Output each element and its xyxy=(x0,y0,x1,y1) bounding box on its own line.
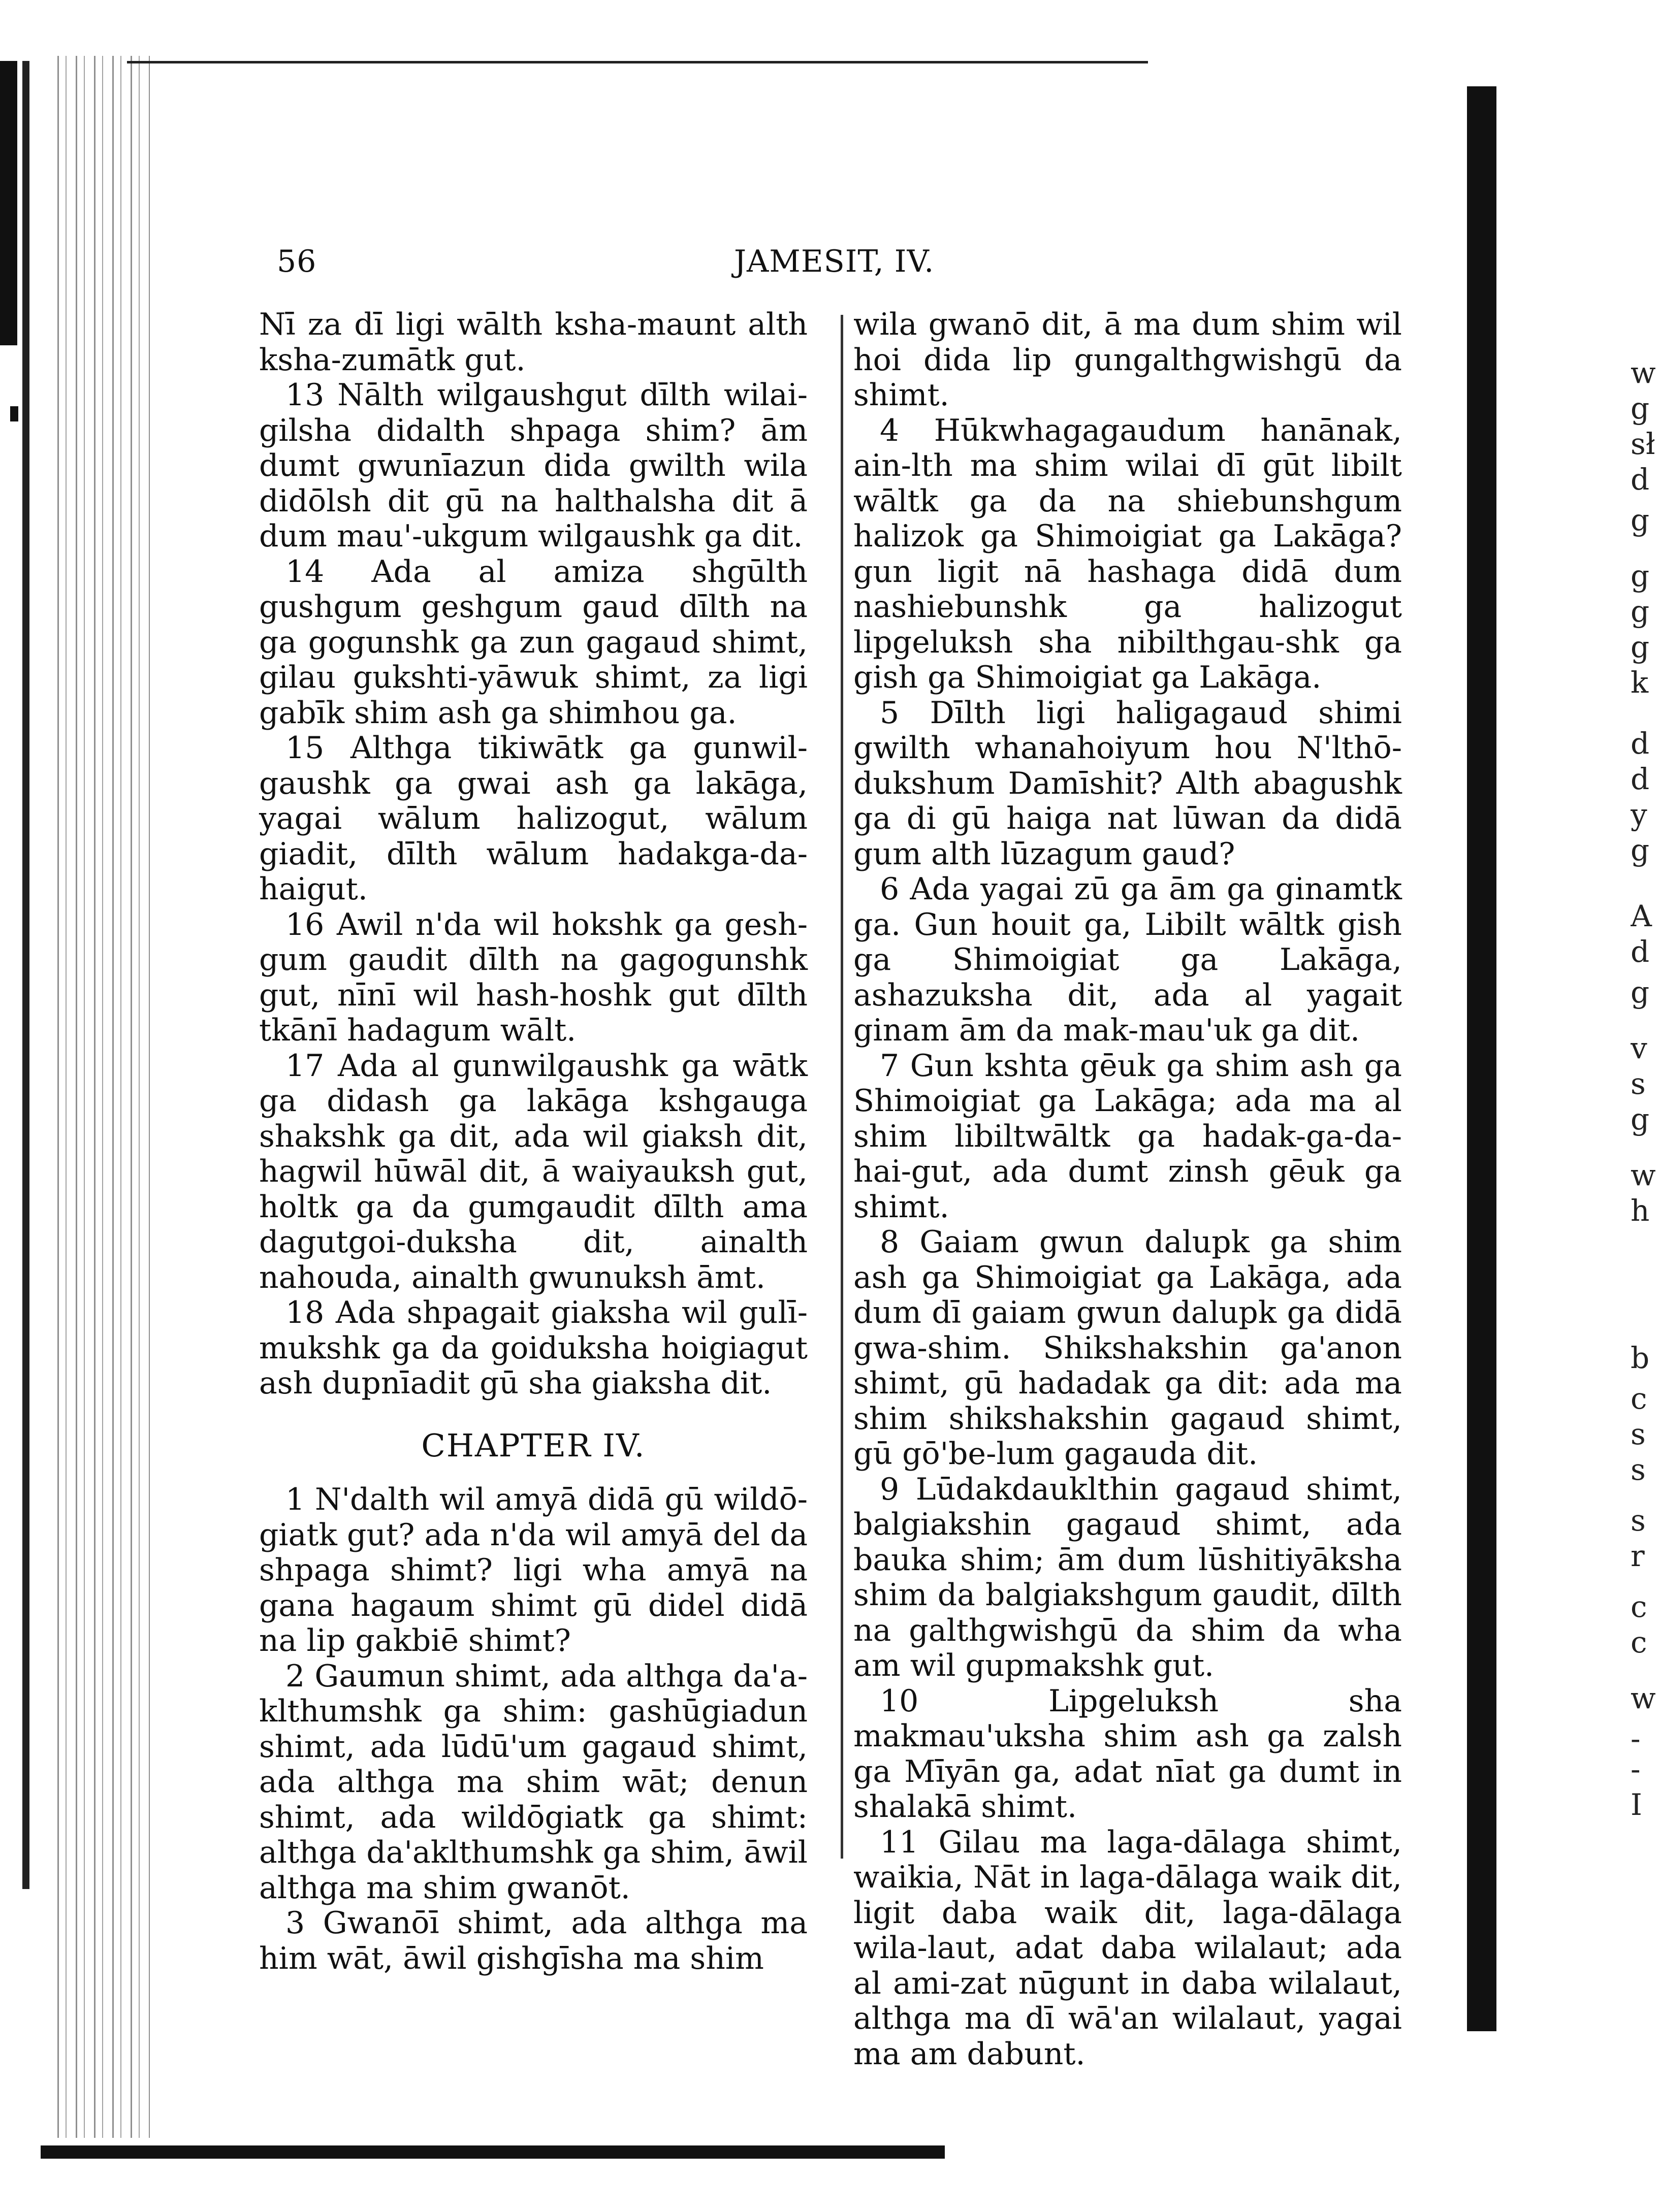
facing-page-letter: sł xyxy=(1631,427,1655,461)
facing-page-letter: s xyxy=(1631,1066,1646,1101)
facing-page-letter: - xyxy=(1631,1721,1641,1756)
facing-page-letter: d xyxy=(1631,934,1650,969)
verse-paragraph: 11 Gilau ma laga-dālaga shimt, waikia, Nāt in laga-dālaga waik dit, ligit daba waik dit, laga-dālaga wila-laut, adat daba wilalaut; ada al ami-zat nūgunt in daba wilalaut, althga ma dī wā'an wilalaut, yagai ma am dabunt. xyxy=(853,1824,1402,2072)
facing-page-letter: y xyxy=(1631,797,1647,832)
facing-page-letter: w xyxy=(1631,1681,1656,1715)
right-column xyxy=(853,307,1402,2072)
verse-paragraph: 1 N'dalth wil amyā didā gū wildō-giatk gut? ada n'da wil amyā del da shpaga shimt? ligi wha amyā na gana hagaum shimt gū didel didā na lip gakbiē shimt? xyxy=(259,1482,808,1658)
verse-paragraph: 5 Dīlth ligi haligagaud shimi gwilth whanahoiyum hou N'lthō-dukshum Damīshit? Alth abagushk ga di gū haiga nat lūwan da didā gum alth lūzagum gaud? xyxy=(853,695,1402,872)
facing-page-letter: g xyxy=(1631,594,1650,629)
facing-page-letter: s xyxy=(1631,1452,1646,1487)
column-rule xyxy=(841,315,843,1859)
facing-page-letter: g xyxy=(1631,1102,1650,1136)
facing-page-letter: b xyxy=(1631,1341,1650,1375)
verse-paragraph: 7 Gun kshta gēuk ga shim ash ga Shimoigiat ga Lakāga; ada ma al shim libiltwāltk ga hadak-ga-da-hai-gut, ada dumt zinsh gēuk ga shimt. xyxy=(853,1048,1402,1225)
chapter-heading: CHAPTER IV. xyxy=(421,1426,646,1464)
verse-paragraph: 18 Ada shpagait giaksha wil gulī-mukshk ga da goiduksha hoigiagut ash dupnīadit gū sha giaksha dit. xyxy=(259,1295,808,1401)
facing-page-letter: c xyxy=(1631,1589,1647,1624)
facing-page-letter: s xyxy=(1631,1503,1646,1538)
facing-page-letter: g xyxy=(1631,391,1650,426)
verse-paragraph: Nī za dī ligi wālth ksha-maunt alth ksha-zumātk gut. xyxy=(259,307,808,378)
facing-page-letter: k xyxy=(1631,665,1649,700)
left-column xyxy=(259,307,808,1976)
verse-paragraph: 13 Nālth wilgaushgut dīlth wilai-gilsha didalth shpaga shim? ām dumt gwunīazun dida gwilth wila didōlsh dit gū na halthalsha dit ā dum mau'-ukgum wilgaushk ga dit. xyxy=(259,377,808,554)
facing-page-letter: d xyxy=(1631,462,1650,497)
facing-page-letter: d xyxy=(1631,762,1650,796)
facing-page-shadow xyxy=(1467,86,1496,2031)
page-number: 56 xyxy=(277,244,317,279)
verse-paragraph: 15 Althga tikiwātk ga gunwil-gaushk ga gwai ash ga lakāga, yagai wālum halizogut, wālum giadit, dīlth wālum hadakga-da-haigut. xyxy=(259,730,808,907)
verse-paragraph: 16 Awil n'da wil hokshk ga gesh-gum gaudit dīlth na gagogunshk gut, nīnī wil hash-hoshk gut dīlth tkānī hadagum wālt. xyxy=(259,906,808,1048)
facing-page-letter: h xyxy=(1631,1193,1650,1228)
facing-page-letter: c xyxy=(1631,1381,1647,1416)
facing-page-letter: g xyxy=(1631,833,1650,867)
scan-edge-line xyxy=(22,61,29,1889)
scan-edge-mark xyxy=(10,406,18,421)
verse-paragraph: 3 Gwanōī shimt, ada althga ma him wāt, āwil gishgīsha ma shim xyxy=(259,1905,808,1976)
facing-page-letter: r xyxy=(1631,1539,1645,1573)
page-top-edge xyxy=(127,61,1148,63)
facing-page-letter: v xyxy=(1631,1031,1647,1065)
verse-paragraph: 14 Ada al amiza shgūlth gushgum geshgum gaud dīlth na ga gogunshk ga zun gagaud shimt, gilau gukshti-yāwuk shimt, za ligi gabīk shim ash ga shimhou ga. xyxy=(259,554,808,731)
facing-page-letter: g xyxy=(1631,975,1650,1010)
verse-paragraph: 4 Hūkwhagagaudum hanānak, ain-lth ma shim wilai dī gūt libilt wāltk ga da na shiebunshgum halizok ga Shimoigiat ga Lakāga? gun ligit nā hashaga didā dum nashiebunshk ga halizogut lipgeluksh sha nibilthgau-shk ga gish ga Shimoigiat ga Lakāga. xyxy=(853,412,1402,695)
facing-page-letter: s xyxy=(1631,1417,1646,1451)
verse-paragraph: 10 Lipgeluksh sha makmau'uksha shim ash ga zalsh ga Mīyān ga, adat nīat ga dumt in shalakā shimt. xyxy=(853,1683,1402,1825)
page-bottom-edge xyxy=(41,2145,945,2159)
facing-page-letter: w xyxy=(1631,1158,1656,1192)
facing-page-letter: - xyxy=(1631,1752,1641,1786)
verse-paragraph: wila gwanō dit, ā ma dum shim wil hoi dida lip gungalthgwishgū da shimt. xyxy=(853,307,1402,413)
facing-page-letter: g xyxy=(1631,503,1650,537)
verse-paragraph: 8 Gaiam gwun dalupk ga shim ash ga Shimoigiat ga Lakāga, ada dum dī gaiam gwun dalupk ga didā gwa-shim. Shikshakshin ga'anon shimt, gū hadadak ga dit: ada ma shim shikshakshin gagaud shimt, gū gō'be-lum gagauda dit. xyxy=(853,1224,1402,1472)
verse-paragraph: 9 Lūdakdauklthin gagaud shimt, balgiakshin gagaud shimt, ada bauka shim; ām dum lūshitiyāksha shim da balgiakshgum gaudit, dīlth na galthgwishgū da shim da wha am wil gupmakshk gut. xyxy=(853,1471,1402,1683)
verse-paragraph: 2 Gaumun shimt, ada althga da'a-klthumshk ga shim: gashūgiadun shimt, ada lūdū'um gagaud shimt, ada althga ma shim wāt; denun shimt, ada wildōgiatk ga shimt: althga da'aklthumshk ga shim, āwil althga ma shim gwanōt. xyxy=(259,1658,808,1906)
facing-page-letter: g xyxy=(1631,630,1650,664)
facing-page-letter: I xyxy=(1631,1787,1642,1822)
verse-paragraph: 6 Ada yagai zū ga ām ga ginamtk ga. Gun houit ga, Libilt wāltk gish ga Shimoigiat ga Lakāga, ashazuksha dit, ada al yagait ginam ām da mak-mau'uk ga dit. xyxy=(853,871,1402,1048)
facing-page-letter: A xyxy=(1631,899,1652,933)
facing-page-letter: g xyxy=(1631,559,1650,593)
running-head: JAMESIT, IV. xyxy=(734,244,935,279)
facing-page-letter: w xyxy=(1631,355,1656,390)
facing-page-letter: d xyxy=(1631,726,1650,761)
book-spine xyxy=(48,56,150,2138)
verse-paragraph: 17 Ada al gunwilgaushk ga wātk ga didash ga lakāga kshgauga shakshk ga dit, ada wil giaksh dit, hagwil hūwāl dit, ā waiyauksh gut, holtk ga da gumgaudit dīlth ama dagutgoi-duksha dit, ainalth nahouda, ainalth gwunuksh āmt. xyxy=(259,1048,808,1295)
facing-page-letter: c xyxy=(1631,1625,1647,1660)
scan-edge-shadow xyxy=(0,61,17,345)
